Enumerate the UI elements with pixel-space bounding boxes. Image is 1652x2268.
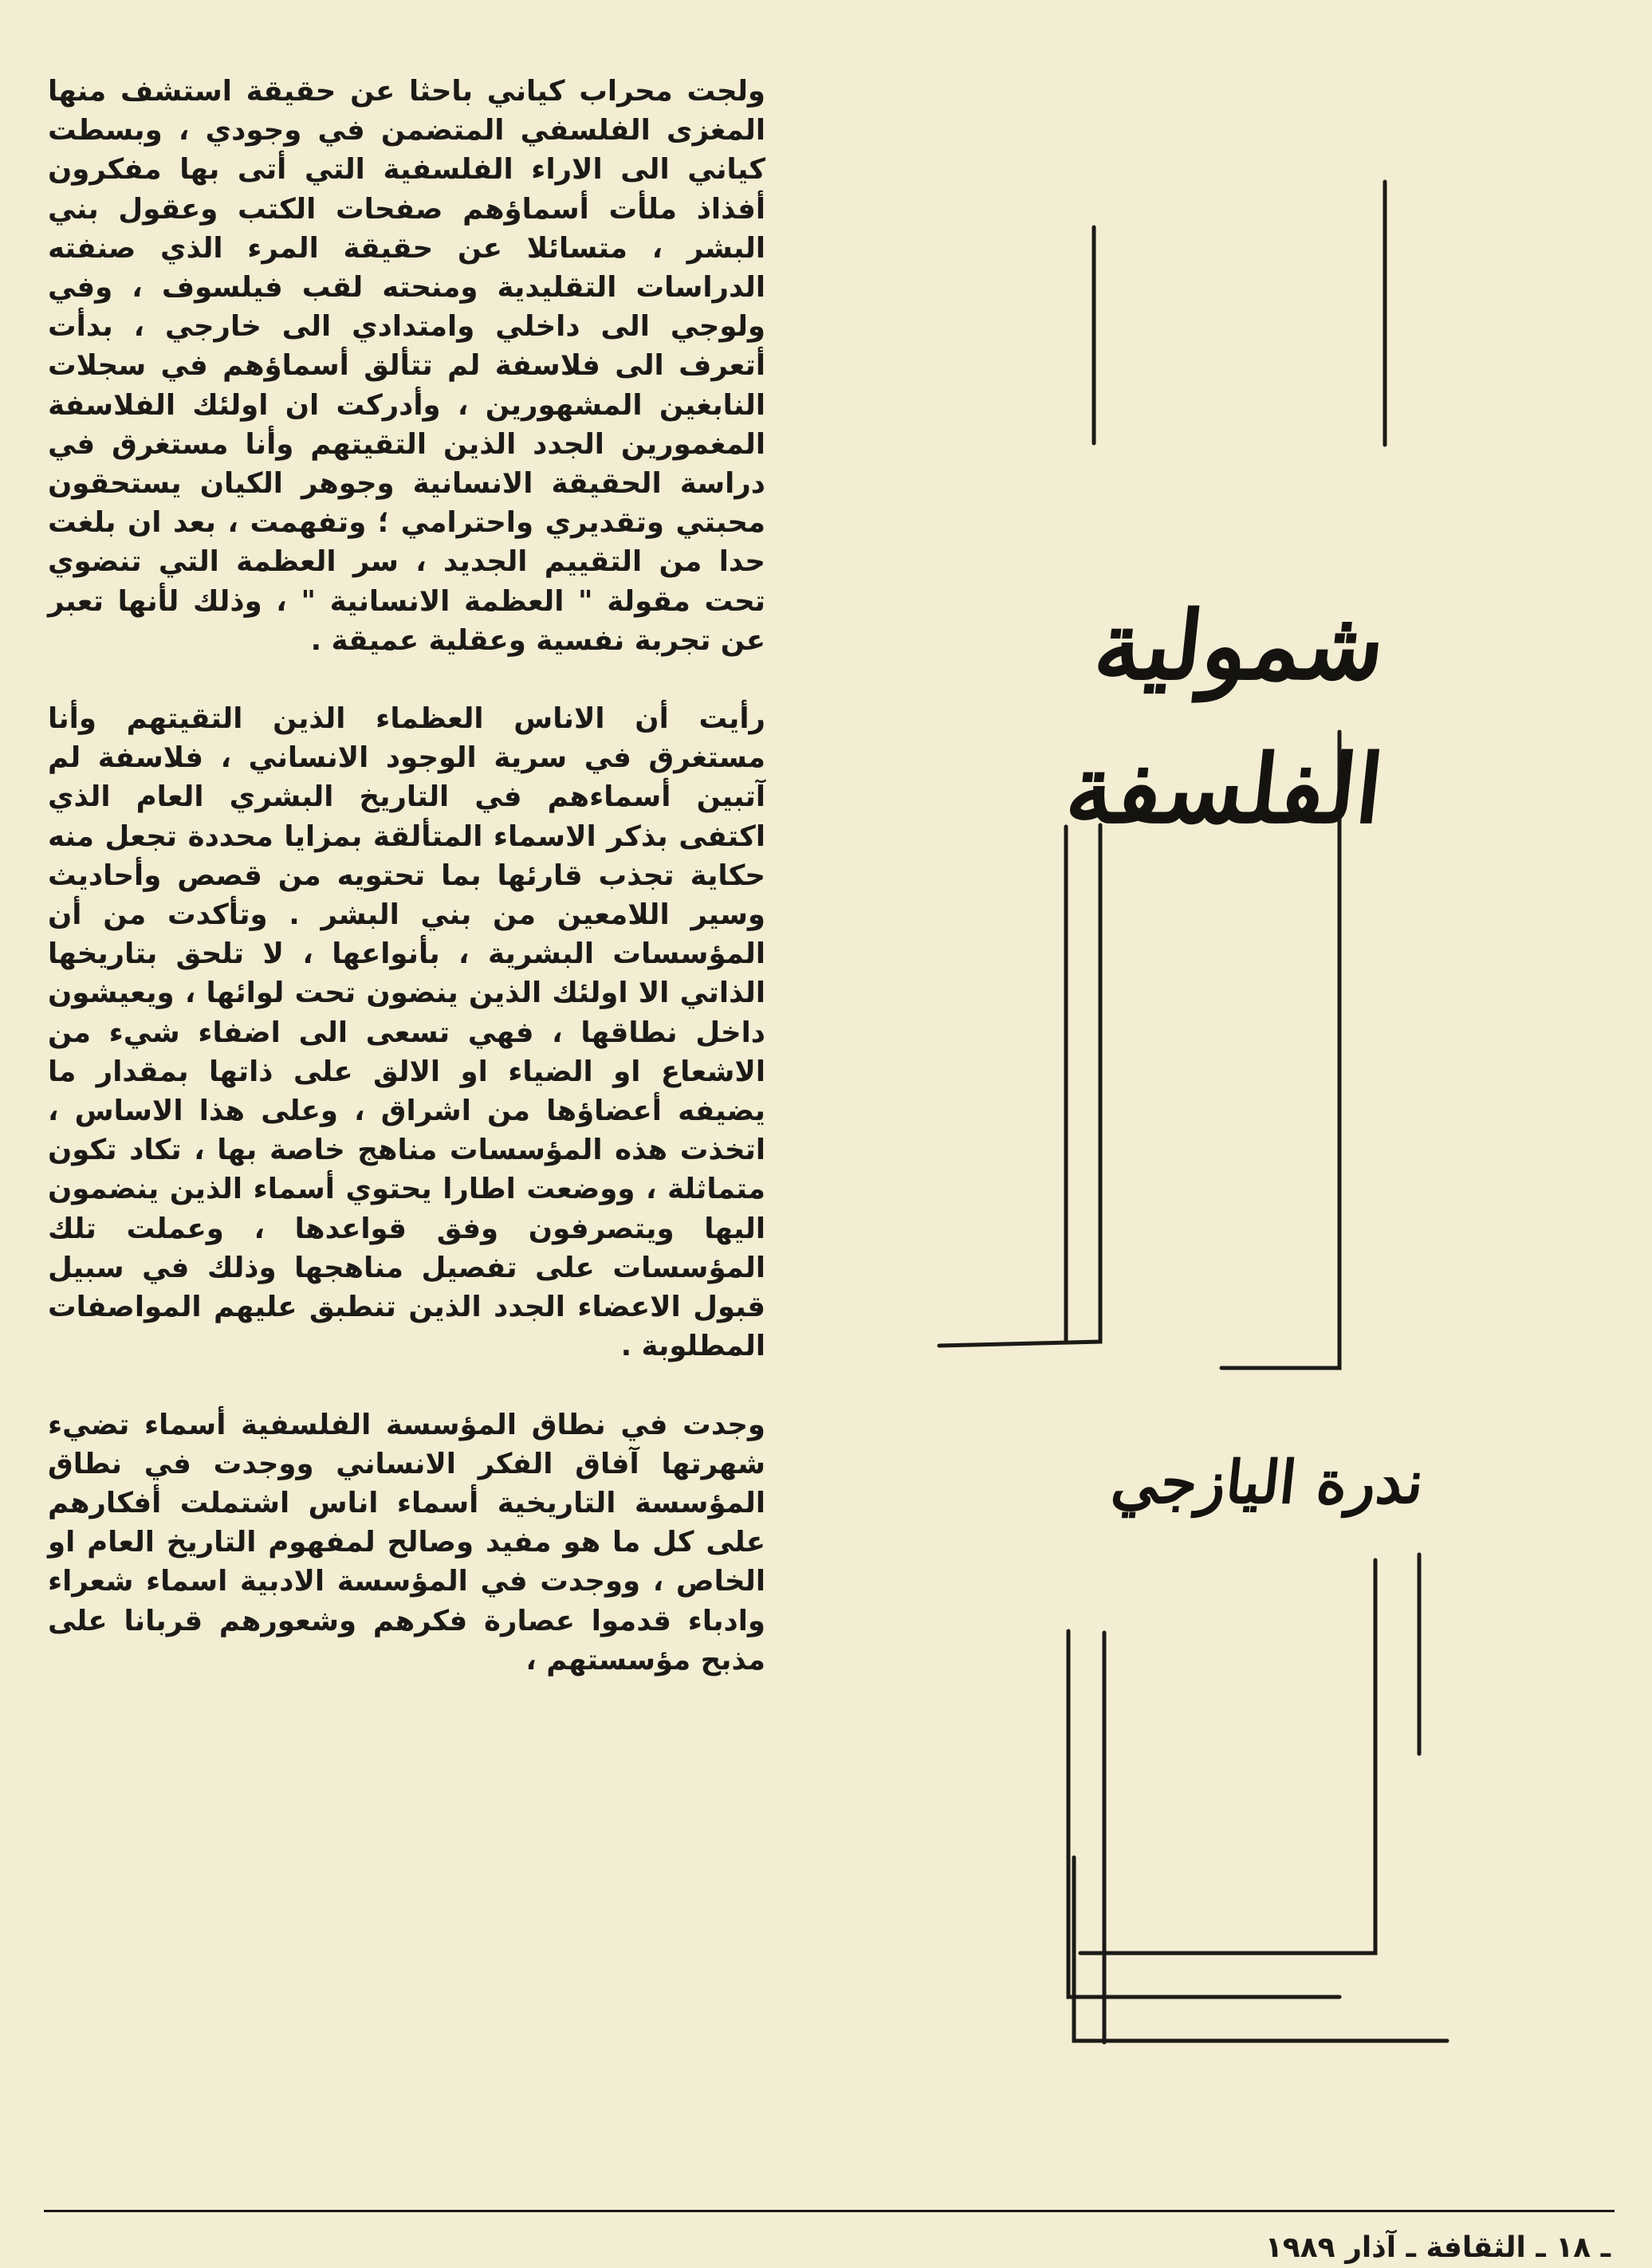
article-paragraph-3: وجدت في نطاق المؤسسة الفلسفية أسماء تضيء شهرتها آفاق الفكر الانساني ووجدت في نطاق المؤسسة التاريخية أسماء اناس اشتملت أفكارهم على كل ما هو مفيد وصالح لمفهوم التاريخ العام او الخاص ، ووجدت في المؤسسة الادبية اسماء شعراء وادباء قدموا عصارة فكرهم وشعورهم قربانا على مذبح مؤسستهم ،: [48, 1408, 765, 1676]
frame-line-left-corner: [939, 825, 1100, 1346]
frame-line-lower-corner-1: [1080, 1560, 1375, 1953]
author-name: ندرة اليازجي: [1108, 1448, 1427, 1517]
article-body: [48, 72, 765, 1680]
page-footer: ـ ١٨ ـ الثقافة ـ آذار ١٩٨٩: [1265, 2231, 1611, 2264]
article-paragraph-2: رأيت أن الاناس العظماء الذين التقيتهم وأنا مستغرق في سرية الوجود الانساني ، فلاسفة لم آتبين أسماءهم في التاريخ البشري العام الذي اكتفى بذكر الاسماء المتألقة بمزايا محددة تجعل منه حكاية تجذب قارئها بما تحتويه من قصص وأحاديث وسير اللامعين من بني البشر . وتأكدت من أن المؤسسات البشرية ، بأنواعها ، لا تلحق بتاريخها الذاتي الا اولئك الذين ينضون تحت لوائها ، ويعيشون داخل نطاقها ، فهي تسعى الى اضفاء شيء من الاشعاع او الضياء او الالق على ذاتها بمقدار ما يضيفه أعضاؤها من اشراق ، وعلى هذا الاساس ، اتخذت هذه المؤسسات مناهج خاصة بها ، تكاد تكون متماثلة ، ووضعت اطارا يحتوي أسماء الذين ينضمون اليها ويتصرفون وفق قواعدها ، وعملت تلك المؤسسات على تفصيل مناهجها وذلك في سبيل قبول الاعضاء الجدد الذين تنطبق عليهم المواصفات المطلوبة .: [48, 702, 765, 1363]
footer-rule: [44, 2210, 1615, 2212]
article-paragraph-1: ولجت محراب كياني باحثا عن حقيقة استشف منها المغزى الفلسفي المتضمن في وجودي ، وبسطت كياني الى الاراء الفلسفية التي أتى بها مفكرون أفذاذ ملأت أسماؤهم صفحات الكتب وعقول بني البشر ، متسائلا عن حقيقة المرء الذي صنفته الدراسات التقليدية ومنحته لقب فيلسوف ، وفي ولوجي الى داخلي وامتدادي الى خارجي ، بدأت أتعرف الى فلاسفة لم تتألق أسماؤهم في سجلات النابغين المشهورين ، وأدركت ان اولئك الفلاسفة المغمورين الجدد الذين التقيتهم وأنا مستغرق في دراسة الحقيقة الانسانية وجوهر الكيان يستحقون محبتي وتقديري واحترامي ؛ وتفهمت ، بعد ان بلغت حدا من التقييم الجديد ، سر العظمة التي تنضوي تحت مقولة " العظمة الانسانية " ، وذلك لأنها تعبر عن تجربة نفسية وعقلية عميقة .: [48, 75, 765, 657]
frame-line-lower-corner-3: [1074, 1857, 1447, 2041]
frame-line-lower-corner-2: [1068, 1631, 1339, 1997]
article-title: شمولية الفلسفة: [1060, 590, 1390, 844]
